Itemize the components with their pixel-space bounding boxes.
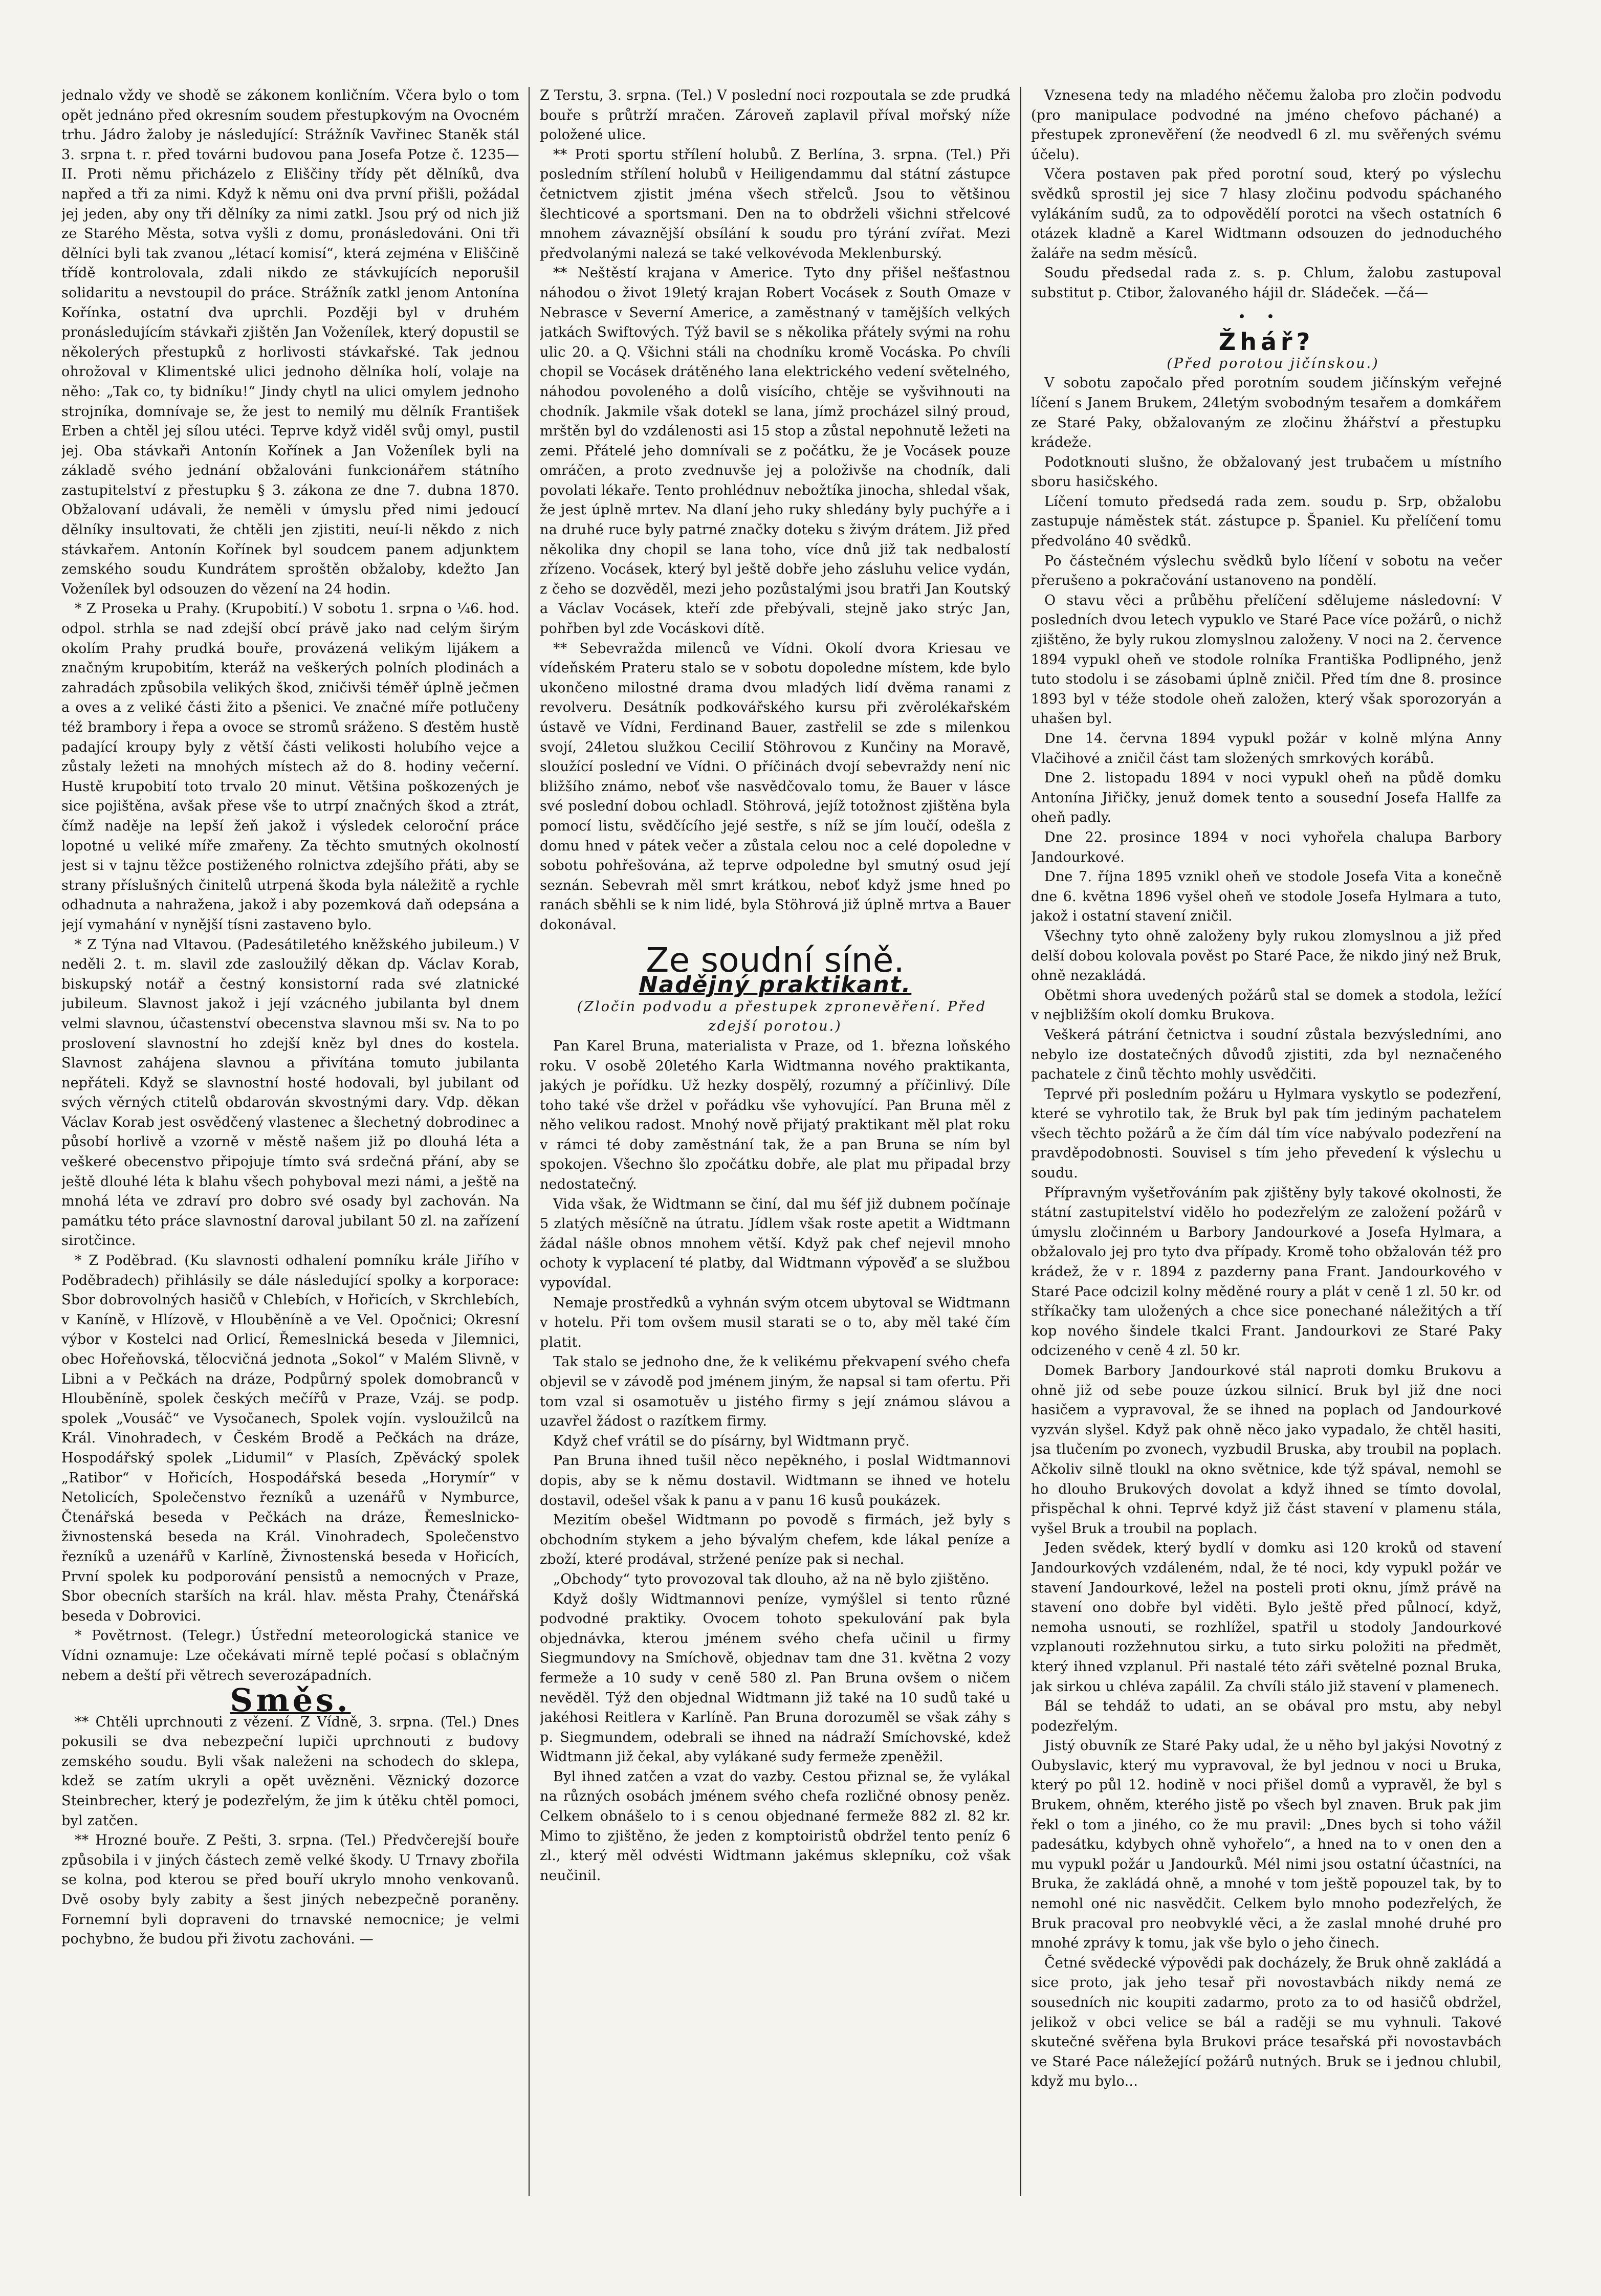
article-paragraph: Všechny tyto ohně založeny byly rukou zlomyslnou a již před delší dobou kolovala pověst po Staré Pace, že nikdo jiný než Bruk, ohně nezakládá. [1031,928,1502,984]
article-paragraph: Když chef vrátil se do písárny, byl Widtmann pryč. [553,1433,910,1449]
article-paragraph: Četné svědecké výpovědi pak docházely, že Bruk ohně zakládá a sice proto, jak jeho tesař při novostavbách nikdy nemá ze sousedních nic koupiti zadarmo, proto za to od hasičů obdržel, jelikož v obci velice se bál a raději se mu vyhnuli. Takové skutečné svěřena byla Brukovi práce tesařská při novostavbách ve Staré Pace náležející požárů nutných. Bruk se i jednou chlubil, když mu bylo... [1031,1955,1502,2090]
column-1 [61,86,519,2199]
section-separator: •• [1238,309,1295,325]
section-heading-soudni-sin: Ze soudní síně. [646,940,905,980]
article-paragraph: Bál se tehdáž to udati, an se obával pro mstu, aby nebyl podezřelým. [1031,1698,1502,1734]
article-paragraph: Teprvé při posledním požáru u Hylmara vyskytlo se podezření, které se vyhrotilo tak, že Bruk byl pak tím jediným pachatelem všech těchto požárů a že čím dál tím více nabývalo podezření na pravděpodobnosti. Souvisel s tím jeho převedení k výslechu u soudu. [1031,1086,1502,1182]
article-paragraph: Dne 7. října 1895 vznikl oheň ve stodole Josefa Vita a konečně dne 6. května 1896 vyšel oheň ve stodole Josefa Hylmara a tuto, jakož i ostatní stavení zničil. [1031,869,1502,925]
column-rule [529,87,530,2196]
article-paragraph: Domek Barbory Jandourkové stál naproti domku Brukovu a ohně již od sebe pouze úzkou silnicí. Bruk byl již dne noci hasičem a vypravoval, že se ihned na poplach od Jandourkové vyzván slyšel. Když pak ohně něco jako vypadalo, že chtěl hasiti, jsa tlučením po zvonech, vyzbudil Bruska, aby troubil na poplach. Ačkoliv silně tloukl na okno světnice, kde týž spával, nemohl se ho dlouho Brukových dovolat a když ihned se tímto dovolal, přispěchal k ohni. Teprvé když již část stavení v plamenu stála, vyšel Bruk a troubil na poplach. [1031,1363,1502,1537]
article-paragraph: Soudu předsedal rada z. s. p. Chlum, žalobu zastupoval substitut p. Ctibor, žalovaného hájil dr. Sládeček. —čá— [1031,265,1502,301]
article-paragraph: Pan Karel Bruna, materialista v Praze, od 1. března loňského roku. V osobě 20letého Karla Widtmanna nového praktikanta, jakých je pořídku. Už hezky dospělý, rozumný a příčinlivý. Díle toho také vše držel v pořádku vše vyhovující. Pan Bruna měl z něho velikou radost. Mnohý nově přijatý praktikant měl plat roku v rámci té doby zaměstnání tak, že a pan Bruna se ním byl spokojen. Všechno šlo zpočátku dobře, ale plat mu připadal brzy nedostatečný. [540,1038,1011,1193]
article-paragraph: Z Terstu, 3. srpna. (Tel.) V poslední noci rozpoutala se zde prudká bouře s průtrží mračen. Zároveň zaplavil příval mořský níže položené ulice. [540,88,1011,143]
article-title: Nadějný praktikant. [639,972,912,998]
article-paragraph: jednalo vždy ve shodě se zákonem konličním. Včera bylo o tom opět jednáno před okresním soudem přestupkovým na Ovocném trhu. Jádro žaloby je následující: Strážník Vavřinec Staněk stál 3. srpna t. r. před továrni budovou pana Josefa Potze č. 1235—II. Proti němu přicházelo z Eliščiny třídy pět dělníků, dva napřed a tři za nimi. Když k němu oni dva první přišli, požádal jej jeden, aby ony tři dělníky za nimi zatkl. Jsou prý od nich již ze Starého Města, sotva vyšli z domu, pronásledováni. Oni tři dělníci byli tak zvanou „létací komisí“, která zejména v Eliščině třídě kontrolovala, zdali nikdo ze stávkujících neporušil solidaritu a nevstoupil do práce. Strážník zatkl jenom Antonína Kořínka, ostatní dva uprchli. Později byl v druhém pronásledujícím stávkaři zjištěn Jan Voženílek, který dopustil se několerých přestupků z horlivosti stávkařské. Tak jednou ohrožoval v Klimentské ulici jednoho dělníka holí, volaje na něho: „Tak co, ty bidníku!“ Jindy chytl na ulici omylem jednoho strojníka, domnívaje se, že jest to nemilý mu dělník František Erben a chtěl jej sílou utéci. Teprve když viděl svůj omyl, pustil jej. Oba stávkaři Antonín Kořínek a Jan Voženílek byli na základě svého jednání obžalováni funkcionářem státního zastupitelství z přestupku § 3. zákona ze dne 7. dubna 1870. Obžalovaní udávali, že neměli v úmyslu před nimi jedoucí dělníky insultovati, že chtěli jen zjistiti, neuí-li někdo z nich stávkařem. Antonín Kořínek byl soudcem panem adjunktem zemského soudu Kundrátem sproštěn obžaloby, kdežto Jan Voženílek byl odsouzen do vězení na 24 hodin. [61,88,519,597]
article-paragraph: * Z Týna nad Vltavou. (Padesátiletého kněžského jubileum.) V neděli 2. t. m. slavil zde zasloužilý děkan dp. Václav Korab, biskupský notář a čestný konsistorní rada své zlatnické jubileum. Slavnost jakož i její vzácného jubilanta byl dnem velmi slavnou, účastenství obecenstva slavnou mši sv. Na to po proslovení slavnostní ho zdejší kněz byl dnes do kostela. Slavnost zahájena slavnou a přivítána tomuto jubilanta nepřáteli. Když se slavnostní hosté hodovali, byl jubilant od svých věrných ctitelů obdarován skvostnými dary. Vdp. děkan Václav Korab jest osvědčený vlastenec a šlechetný dobrodinec a působí horlivě a vzorně v městě našem již po dlouhá léta a veškeré obecenstvo připojuje tímto svá srdečná přání, aby se ještě dlouhé léta k blahu všech pohyboval mezi námi, a ještě na mnohá léta ve zdraví pro dobro své osady byl zachován. Na památku této práce slavnostní daroval jubilant 50 zl. na zařízení sirotčince. [61,936,519,1249]
article-paragraph: * Z Proseka u Prahy. (Krupobití.) V sobotu 1. srpna o ¼6. hod. odpol. strhla se nad zdejší obcí právě jako nad celým širým okolím Prahy prudká bouře, provázená velikým lijákem a značným krupobitím, kteráž na veškerých polních plodinách a zahradách způsobila velikých škod, zničivši téměř úplně ječmen a oves a z veliké části žito a pšenici. Ve značné míře potlučeny též brambory i řepa a ovoce se stromů sráženo. S ďestěm hustě padající kroupy byly z větší části velikosti holubího vejce a zůstaly ležeti na mnohých místech až do 8. hodiny večerní. Hustě krupobití toto trvalo 20 minut. Většina poškozených je sice pojištěna, avšak přese vše to utrpí značných škod a ztrát, čímž naděje na lepší žeň jakož i výsledek celoroční práce lopotné u veliké míře zmařeny. Za těchto smutných okolností jest si v tajnu těžce postiženého rolnictva zdejšího přáti, aby se strany příslušných činitelů utrpená škoda byla náležitě a rychle odhadnuta a nahražena, jakož i aby pozemková daň odepsána a její vymahání v nynější tísni zastaveno bylo. [61,601,519,933]
article-paragraph: Nemaje prostředků a vyhnán svým otcem ubytoval se Widtmann v hotelu. Při tom ovšem musil starati se o to, aby měl také čím platit. [540,1295,1011,1350]
article-paragraph: O stavu věci a průběhu přelíčení sdělujeme následovní: V posledních dvou letech vypuklo ve Staré Pace více požárů, o nichž zjištěno, že byly rukou zlomyslnou založeny. V noci na 2. července 1894 vypukl oheň ve stodole rolníka Františka Podlipného, jenž tuto stodolu i se zásobami úplně zničil. Před tím dne 8. prosince 1893 byl v téže stodole oheň založen, který však sporozoryán a uhašen byl. [1031,592,1502,727]
article-paragraph: Líčení tomuto předsedá rada zem. soudu p. Srp, obžalobu zastupuje náměstek stát. zástupce p. Španiel. Ku přelíčení tomu předvoláno 40 svědků. [1031,493,1502,550]
article-paragraph: Jeden svědek, který bydlí v domku asi 120 kroků od stavení Jandourkových vzdáleném, ndal, že té noci, kdy vypukl požár ve stavení Jandourkové, ležel na posteli proti oknu, jímž právě na stavení ono dobře byl viděti. Bylo ještě před půlnocí, když, nemoha usnouti, se rozhlížel, spatřil u stodoly Jandourkové vzplanouti rozžehnutou sirku, a tuto sirku položiti na předmět, který ihned vzplanul. Při nastalé této záři světelné poznal Bruka, jak sirkou u chléva zapálil. Za chvíli stálo již stavení v plamenech. [1031,1540,1502,1695]
article-paragraph: ** Proti sportu střílení holubů. Z Berlína, 3. srpna. (Tel.) Při posledním střílení holubů v Heiligendammu dal státní zástupce četnictvem zjistit jména všech střelců. Jsou to většinou šlechticové a sportsmani. Den na to obdrželi všichni střelcové mnohem závaznější obsílání k soudu pro týrání zvířat. Mezi předvolanými nalezá se také velkovévoda Meklenburský. [540,146,1011,261]
article-paragraph: Obětmi shora uvedených požárů stal se domek a stodola, ležící v nejbližším okolí domku Brukova. [1031,987,1502,1023]
article-subtitle: (Před porotou jičínskou.) [1167,355,1379,371]
article-paragraph: V sobotu započalo před porotním soudem jičínským veřejné líčení s Janem Brukem, 24letým svobodným tesařem a domkářem ze Staré Paky, obžalovaným ze zločinu žhářství a přestupku krádeže. [1031,375,1502,451]
article-subtitle: (Zločin podvodu a přestupek zpronevěření. Před zdejší porotou.) [577,998,987,1035]
column-rule [1020,87,1021,2196]
article-paragraph: Podotknouti slušno, že obžalovaný jest trubačem u místního sboru hasičského. [1031,454,1502,490]
article-paragraph: * Povětrnost. (Telegr.) Ústřední meteorologická stanice ve Vídni oznamuje: Lze očekávati mírně teplé počasí s oblačným nebem a deští při větrech severozápadních. [61,1628,519,1683]
article-paragraph: Po částečném výslechu svědků bylo líčení v sobotu na večer přerušeno a pokračování ustanoveno na pondělí. [1031,553,1502,589]
article-paragraph: Když došly Widtmannovi peníze, vymýšlel si tento různé podvodné praktiky. Ovocem tohoto spekulování pak byla objednávka, kterou jménem svého chefa učinil u firmy Siegmundovy na Smíchově, objednav tam dne 31. května 2 vozy fermeže a 10 sudy v ceně 580 zl. Pan Bruna ovšem o ničem nevěděl. Týž den objednal Widtmann již také na 10 sudů také u jakéhosi Reitlera v Karlíně. Pan Bruna dorozuměl se však záhy s p. Siegmundem, odebrali se ihned na nádraží Smíchovské, kdež Widtmann již čekal, aby vylákané sudy fermeže zpeněžil. [540,1591,1011,1765]
article-paragraph: Mezitím obešel Widtmann po povodě s firmách, jež byly s obchodním stykem a jeho bývalým chefem, kde lákal peníze a zboží, které prodával, stržené peníze pak si nechal. [540,1512,1011,1568]
article-paragraph: Vznesena tedy na mladého něčemu žaloba pro zločin podvodu (pro manipulace podvodné na jméno chefovo páchané) a přestupek zpronevěření (že neodvedl 6 zl. mu svěřených svému účelu). [1031,88,1502,163]
article-paragraph: ** Hrozné bouře. Z Pešti, 3. srpna. (Tel.) Předvčerejší bouře způsobila i v jiných částech země velké škody. U Trnavy zbořila se kolna, pod kterou se před bouří ukrylo mnoho venkovanů. Dvě osoby byly zabity a šest jiných nebezpečně poraněny. Fornemní byli dopraveni do trnavské nemocnice; je velmi pochybno, že budou při životu zachováni. — [61,1832,519,1948]
article-paragraph: Dne 2. listopadu 1894 v noci vypukl oheň na půdě domku Antonína Jiřičky, jenuž domek tento a sousední Josefa Hallfe za oheň padly. [1031,770,1502,826]
article-paragraph: Dne 22. prosince 1894 v noci vyhořela chalupa Barbory Jandourkové. [1031,829,1502,865]
article-paragraph: ** Sebevražda milenců ve Vídni. Okolí dvora Kriesau ve vídeňském Prateru stalo se v sobotu dopoledne místem, kde bylo ukončeno milostné drama dvou mladých lidí dvěma ranami z revolveru. Desátník podkovářského kursu při zvěrolékařském ústavě ve Vídni, Ferdinand Bauer, zastřelil se zde s milenkou svojí, 24letou služkou Cecilií Stöhrovou z Kunčiny na Moravě, sloužící poslední ve Vídni. O příčinách dvojí sebevraždy není nic bližšího známo, neboť vše nasvědčovalo tomu, že Bauer v lásce své poslední dobou ochladl. Stöhrová, jejíž totožnost zjištěna byla pomocí listu, svědčícího jejé sestře, s níž se jím loučí, odešla z domu hned v pátek večer a zůstala celou noc a celé dopoledne v sobotu pohřešována, až teprve odpoledne byl smutný osud její seznán. Sebevrah měl smrt krátkou, neboť když jsme hned po ranách sběhli se k nim lidé, byla Stöhrová již úplně mrtva a Bauer dokonával. [540,640,1011,933]
article-paragraph: Jistý obuvník ze Staré Paky udal, že u něho byl jakýsi Novotný z Oubyslavic, který mu vypravoval, že byl jednou v noci u Bruka, který po půl 12. hodině v noci přišel domů a vypravěl, že byl s Brukem, ohněm, kterého jistě po všech byl znaven. Bruk pak jim řekl o tom a jiného, co že mu pravil: „Dnes bych si toho vážil padesátku, kdybych ohně vyhořelo“, a hned na to v onen den a mu vypukl požár u Jandourků. Mél nimi jsou ostatní účastníci, na Bruka, že zakládá ohně, a mnohé v tom ještě popouzel tak, by to nemohl oné nic nasvědčit. Celkem bylo mnoho podezřelých, že Bruk pracoval pro neobvyklé věci, a že zaslal mnohé druhé pro mnohé zprávy k tomu, jak vše bylo o jeho činech. [1031,1738,1502,1952]
article-title: Žhář? [1218,328,1314,356]
column-2 [540,86,1011,2199]
article-paragraph: Vida však, že Widtmann se činí, dal mu šéf již dubnem počínaje 5 zlatých měsíčně na útratu. Jídlem však roste apetit a Widtmann žádal nášle obnos mnohem větší. Když pak chef nejevil mnoho ochoty k vyplacení té platby, dal Widtmann výpověď a se službou vypovídal. [540,1196,1011,1292]
article-paragraph: ** Neštěstí krajana v Americe. Tyto dny přišel nešťastnou náhodou o život 19letý krajan Robert Vocásek z South Omaze v Nebrasce v Severní Americe, a zaměstnaný v tamějších velkých jatkách Swiftových. Týž bavil se s několika přátely svými na rohu ulic 20. a Q. Všichni stáli na chodníku kromě Vocáska. Po chvíli chopil se Vocásek drátěného lana elektrického vedení světelného, náhodou povoleného a dolů visícího, chtěje se vyšvihnouti na chodník. Jakmile však dotekl se lana, jímž procházel silný proud, mrštěn byl do vzdálenosti asi 15 stop a zůstal nepohnutě ležeti na zemi. Přátelé jeho domnívali se z počátku, že je Vocásek pouze omráčen, a proto zvednuvše jej a položivše na chodník, dali povolati lékaře. Tento prohlédnuv nebožtíka jinocha, shledal však, že jest úplně mrtev. Na dlaní jeho ruky shledány byly puchýře a i na druhé ruce byly patrné značky doteku s živým drátem. Již před několika dny chopil se lana toho, více dnů již tak nedbalostí zřízeno. Vocásek, který byl ještě dobře jeho zásluhu velice vydán, z čeho se dozvěděl, mezi jeho pozůstalými jsou bratři Jan Koutský a Václav Vocásek, kteří zde přebývali, stejně jako strýc Jan, pohřben byl zde Vocáskovi dítě. [540,265,1011,637]
article-paragraph: Veškerá pátrání četnictva i soudní zůstala bezvýsledními, ano nebylo ize dostatečných důvodů zjistiti, zda byl neznačeného pachatele z činů těchto mohly usvědčiti. [1031,1026,1502,1083]
article-paragraph: Přípravným vyšetřováním pak zjištěny byly takové okolnosti, že státní zastupitelství vidělo ho podezřelým ze založení požárů v úmyslu zločinném u Barbory Jandourkové a Josefa Hylmara, a obžalovalo jej pro tyto dva případy. Kromě toho obžalován též pro krádež, že v r. 1894 z pazderny pana Frant. Jandourkového v Staré Pace odcizil kolny měděné roury a plát v ceně 1 zl. 50 kr. od stříkačky tam uložených a chce sice ponechané náležitých a tří kop nového šindele tkalci Frant. Jandourkovi ze Staré Paky odcizeného v ceně 4 zl. 50 kr. [1031,1185,1502,1359]
article-paragraph: ** Chtěli uprchnouti z vězení. Z Vídně, 3. srpna. (Tel.) Dnes pokusili se dva nebezpeční lupiči uprchnouti z budovy zemského soudu. Byli však naleženi na schodech do sklepa, kdež se zatím ukryli a opět uvězněni. Věznický dozorce Steinbrecher, který je podezřelým, že jim k útěku chtěl pomoci, byl zatčen. [61,1714,519,1829]
article-paragraph: Pan Bruna ihned tušil něco nepěkného, i poslal Widtmannovi dopis, aby se k němu dostavil. Widtmann se ihned ve hotelu dostavil, odešel však k panu a v panu 16 kusů poukázek. [540,1453,1011,1508]
article-paragraph: Tak stalo se jednoho dne, že k velikému překvapení svého chefa objevil se v závodě pod jménem jiným, že napsal si tam ofertu. Při tom vzal si osamotuěv u jistého firmy s její známou slávou a uzavřel žádost o razítkem firmy. [540,1354,1011,1430]
article-paragraph: Byl ihned zatčen a vzat do vazby. Cestou přiznal se, že vylákal na různých osobách jménem svého chefa rozličné obnosy peněz. Celkem obnášelo to i s cenou objednané fermeže 882 zl. 82 kr. Mimo to zjištěno, že jeden z komptoiristů obdržel tento peníz 6 zl., který měl odvésti Widtmann jakémus sklepníku, což však neučinil. [540,1768,1011,1884]
column-3 [1031,86,1502,2199]
article-paragraph: Dne 14. června 1894 vypukl požár v kolně mlýna Anny Vlačihové a zničil část tam složených smrkových korábů. [1031,731,1502,767]
article-paragraph: * Z Poděbrad. (Ku slavnosti odhalení pomníku krále Jiřího v Poděbradech) přihlásily se dále následující spolky a korporace: Sbor dobrovolných hasičů v Chlebích, v Hořicích, v Skrchlebích, v Kaníně, v Hlízově, v Hlouběníně a ve Vel. Opočnici; Okresní výbor v Kostelci nad Orlicí, Řemeslnická beseda v Jilemnici, obec Hořeňovská, tělocvičná jednota „Sokol“ v Malém Slivně, v Libni a v Pečkách na dráze, Podpůrný spolek domobranců v Hlouběníně, spolek českých mečířů v Praze, Vzáj. se podp. spolek „Vousáč“ ve Vysočanech, Spolek vojín. vysloužilců na Král. Vinohradech, v Českém Brodě a Pečkách na dráze, Hospodářský spolek „Lidumil“ v Plasích, Zpěvácký spolek „Ratibor“ v Hořicích, Hospodářská beseda „Horymír“ v Netolicích, Společenstvo řezníků a uzenářů v Nymburce, Čtenářská beseda v Pečkách na dráze, Řemeslnicko-živnostenská beseda na Král. Vinohradech, Společenstvo řezníků a uzenářů v Karlíně, Živnostenská beseda v Hořicích, První spolek ku podporování pensistů a nemocných v Praze, Sbor obecních starších na král. hlav. města Prahy, Čtenářská beseda v Dobrovici. [61,1253,519,1624]
article-paragraph: Včera postaven pak před porotní soud, který po výslechu svědků sprostil jej sice 7 hlasy zločinu podvodu spáchaného vylákáním sudů, za to odpovědělí porotci na všech ostatních 6 otázek kladně a Karel Widtmann odsouzen do jednoduchého žaláře na sedm měsíců. [1031,166,1502,261]
article-paragraph: „Obchody“ tyto provozoval tak dlouho, až na ně bylo zjištěno. [553,1571,990,1587]
section-heading-smes: Směs. [230,1681,351,1719]
